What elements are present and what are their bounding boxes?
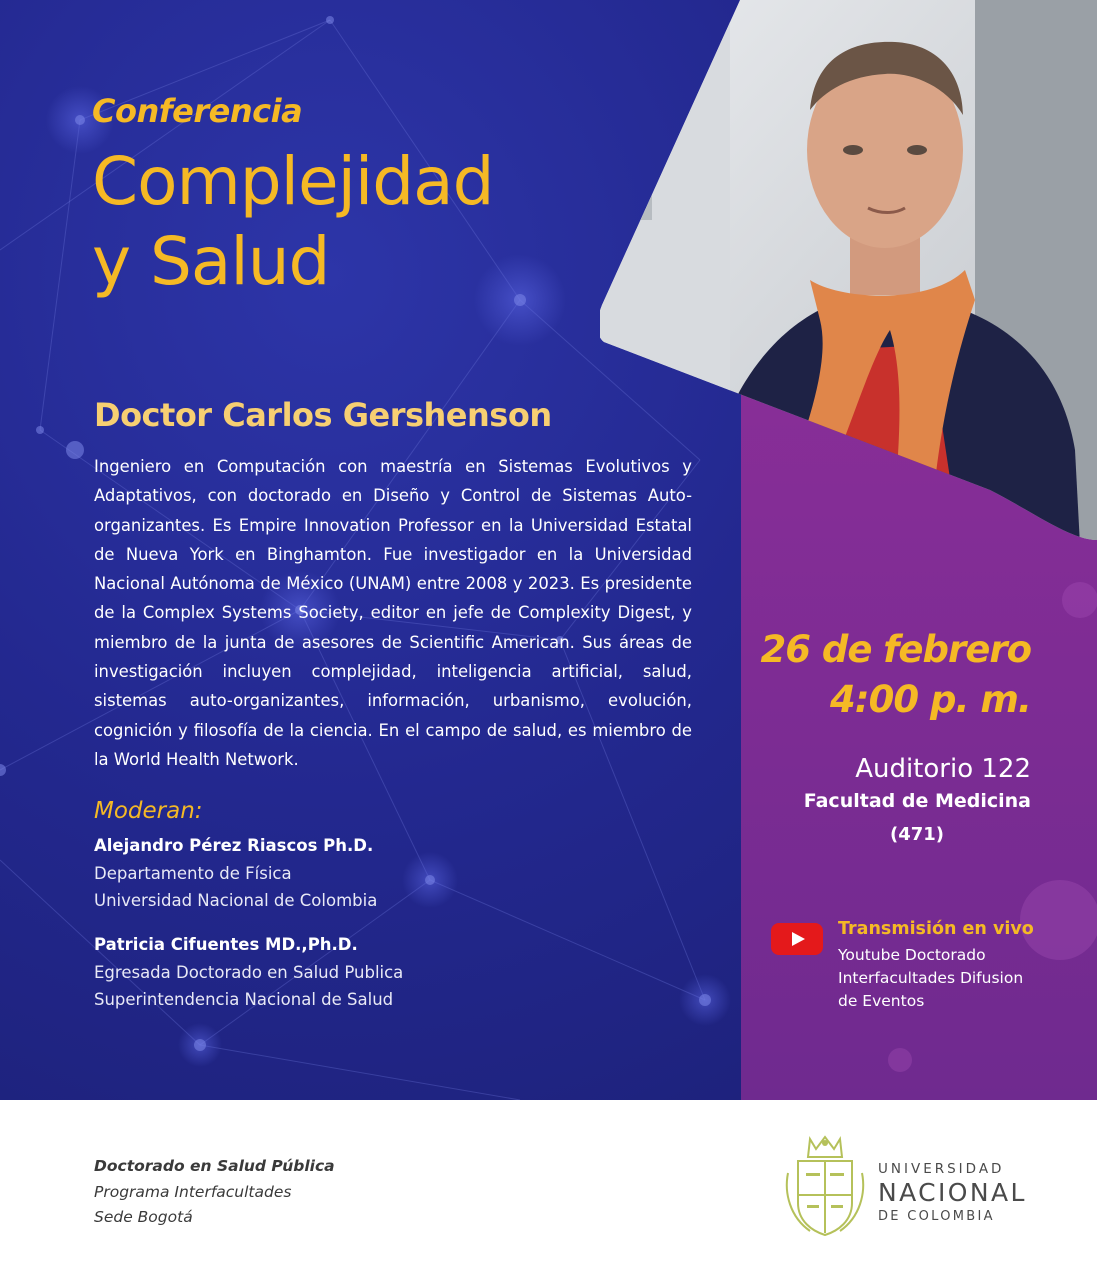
- speaker-name: Doctor Carlos Gershenson: [94, 396, 552, 434]
- youtube-icon[interactable]: [771, 923, 823, 955]
- moderator-institution: Superintendencia Nacional de Salud: [94, 990, 394, 1009]
- building-number: (471): [890, 824, 945, 845]
- stream-line: Youtube Doctorado: [838, 946, 986, 964]
- university-logo: [878, 1160, 1027, 1226]
- moderator-affiliation: Departamento de Física: [94, 863, 292, 883]
- event-time: 4:00 p. m.: [830, 678, 1031, 721]
- stream-line: de Eventos: [838, 992, 925, 1010]
- program-info: [94, 1154, 335, 1231]
- moderator-item: [94, 832, 654, 915]
- event-title-line1: Complejidad: [92, 143, 494, 220]
- program-name: Doctorado en Salud Pública: [94, 1157, 335, 1175]
- program-type: Programa Interfacultades: [94, 1182, 292, 1201]
- university-seal-icon: [780, 1133, 870, 1239]
- program-campus: Sede Bogotá: [94, 1208, 193, 1226]
- university-line1: UNIVERSIDAD: [878, 1161, 1005, 1177]
- event-title: [92, 142, 494, 302]
- moderator-name: Patricia Cifuentes MD.,Ph.D.: [94, 935, 358, 954]
- event-faculty: Facultad de Medicina: [803, 790, 1031, 812]
- university-line2: NACIONAL: [878, 1178, 1027, 1207]
- event-venue: Auditorio 122: [855, 754, 1031, 784]
- event-date: 26 de febrero: [760, 628, 1031, 671]
- event-kicker: Conferencia: [92, 92, 303, 130]
- moderator-name: Alejandro Pérez Riascos Ph.D.: [94, 836, 374, 855]
- stream-channel[interactable]: [838, 944, 1058, 1013]
- stream-line: Interfacultades Difusion: [838, 969, 1024, 987]
- speaker-bio: Ingeniero en Computación con maestría en Sistemas Evolutivos y Adaptativos, con doctorado en Diseño y Control de Sistemas Auto-organizantes. Es Empire Innovation Professor en la Universidad Estatal de Nueva York en Binghamton. Fue investigador en la Universidad Nacional Autónoma de México (UNAM) entre 2008 y 2023. Es presidente de la Complex Systems Society, editor en jefe de Complexity Digest, y miembro de la junta de asesores de Scientific American. Sus áreas de investigación incluyen complejidad, inteligencia artificial, salud, sistemas auto-organizantes, información, urbanismo, evolución, cognición y filosofía de la ciencia. En el campo de salud, es miembro de la World Health Network.: [94, 457, 692, 769]
- moderators-heading: Moderan:: [94, 798, 203, 824]
- stream-title: Transmisión en vivo: [838, 919, 1034, 939]
- moderator-affiliation: Egresada Doctorado en Salud Publica: [94, 962, 404, 982]
- event-datetime: [760, 625, 1031, 725]
- event-title-line2: y Salud: [92, 223, 330, 300]
- university-line3: DE COLOMBIA: [878, 1209, 995, 1224]
- moderator-item: [94, 931, 654, 1014]
- moderator-institution: Universidad Nacional de Colombia: [94, 891, 378, 910]
